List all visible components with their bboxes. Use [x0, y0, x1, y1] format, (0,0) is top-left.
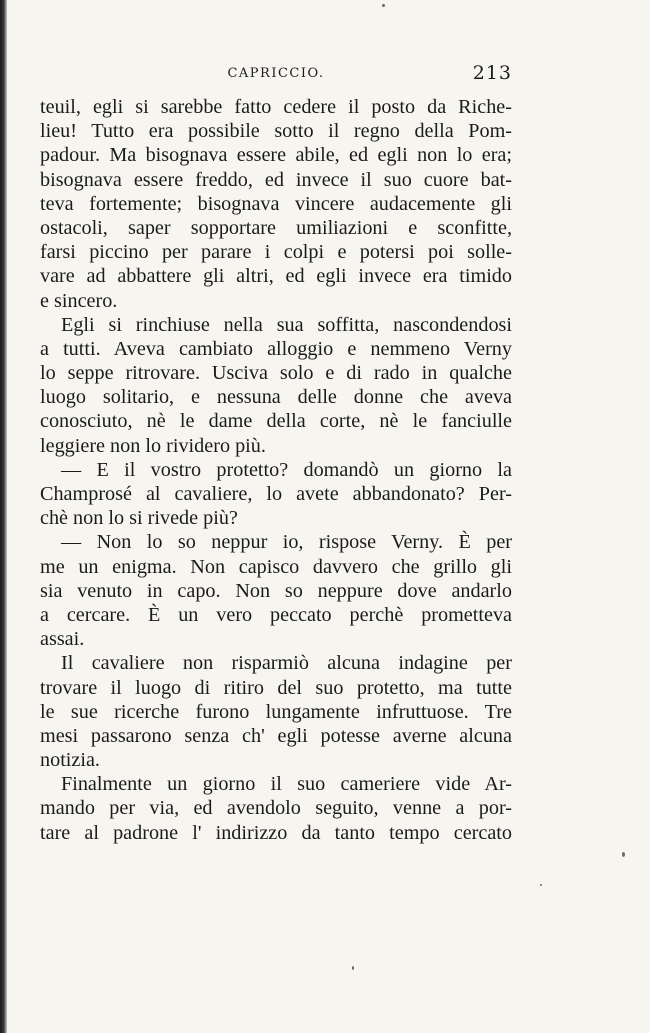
- text-line: mando per via, ed avendolo seguito, venne a por-: [40, 797, 512, 820]
- text-line: me un enigma. Non capisco davvero che grillo gli: [40, 555, 512, 578]
- paper-speck: [382, 4, 385, 7]
- page-binding-edge: [0, 0, 7, 1033]
- text-line: mesi passarono senza ch' egli potesse averne alcuna: [40, 724, 512, 747]
- text-line: sia venuto in capo. Non so neppure dove andarlo: [40, 579, 512, 602]
- text-line: notizia.: [40, 749, 100, 772]
- text-line: trovare il luogo di ritiro del suo protetto, ma tutte: [40, 676, 512, 699]
- text-line: vare ad abbattere gli altri, ed egli invece era timido: [40, 265, 512, 288]
- text-line: lo seppe ritrovare. Usciva solo e di rado in qualche: [40, 362, 512, 385]
- text-line: luogo solitario, e nessuna delle donne che aveva: [40, 386, 512, 409]
- text-line: Il cavaliere non risparmiò alcuna indagine per: [61, 652, 512, 675]
- text-line: teva fortemente; bisognava vincere audacemente gli: [40, 192, 512, 215]
- text-line: ostacoli, saper sopportare umiliazioni e sconfitte,: [40, 216, 512, 239]
- text-line: conosciuto, nè le dame della corte, nè le fanciulle: [40, 410, 512, 433]
- text-line: teuil, egli si sarebbe fatto cedere il posto da Riche-: [40, 96, 512, 118]
- text-line: tare al padrone l' indirizzo da tanto tempo cercato: [40, 821, 512, 844]
- paper-speck: [540, 884, 542, 886]
- body-text: [40, 95, 512, 845]
- text-line: Finalmente un giorno il suo cameriere vide Ar-: [61, 773, 512, 796]
- text-line: chè non lo si rivede più?: [40, 507, 238, 530]
- running-title: CAPRICCIO.: [227, 66, 325, 81]
- page-header: [40, 62, 512, 88]
- page-number: 213: [472, 62, 512, 84]
- text-line: bisognava essere freddo, ed invece il suo cuore bat-: [40, 168, 512, 191]
- text-line: e sincero.: [40, 289, 118, 312]
- text-line: assai.: [40, 628, 85, 651]
- text-line: Champrosé al cavaliere, lo avete abbandonato? Per-: [40, 483, 512, 505]
- text-line: farsi piccino per parare i colpi e potersi poi solle-: [40, 241, 512, 264]
- text-line: a cercare. È un vero peccato perchè prometteva: [40, 603, 512, 626]
- text-line: — E il vostro protetto? domandò un giorno la: [61, 458, 512, 481]
- text-line: — Non lo so neppur io, rispose Verny. È per: [61, 531, 512, 554]
- text-line: le sue ricerche furono lungamente infruttuose. Tre: [40, 700, 512, 723]
- text-line: padour. Ma bisognava essere abile, ed egli non lo era;: [40, 144, 512, 167]
- paper-speck: [352, 966, 354, 970]
- text-line: leggiere non lo rividero più.: [40, 434, 266, 457]
- text-line: lieu! Tutto era possibile sotto il regno della Pom-: [40, 120, 512, 143]
- paper-speck: [622, 852, 625, 857]
- text-line: a tutti. Aveva cambiato alloggio e nemmeno Verny: [40, 337, 512, 360]
- text-line: Egli si rinchiuse nella sua soffitta, nascondendosi: [61, 313, 512, 336]
